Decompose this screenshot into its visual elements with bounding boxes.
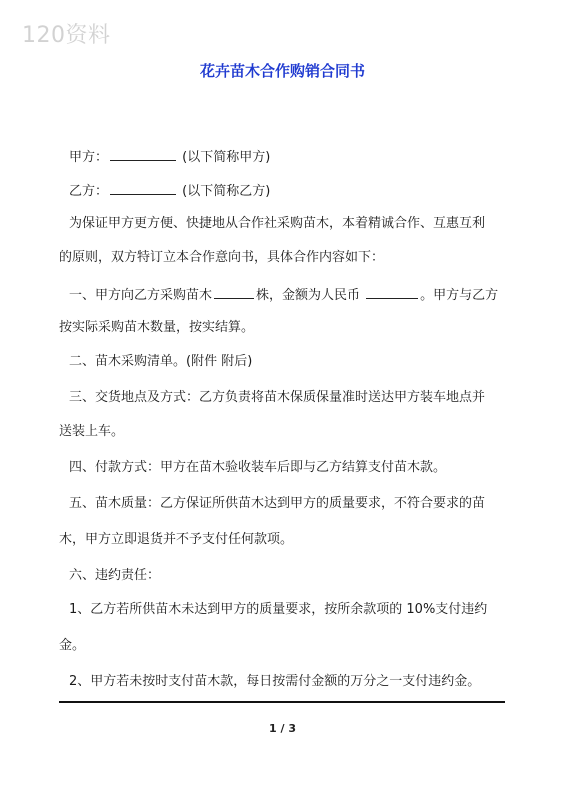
intro-line-1: 为保证甲方更方便、快捷地从合作社采购苗木，本着精诚合作、互惠互利: [69, 216, 486, 231]
clause-6-1-line-1: 1、乙方若所供苗木未达到甲方的质量要求，按所余款项的 10%支付违约: [69, 602, 488, 617]
clause-4: 四、付款方式：甲方在苗木验收装车后即与乙方结算支付苗木款。: [69, 460, 447, 475]
clause-5-line-2: 木，甲方立即退货并不予支付任何款项。: [59, 532, 294, 547]
clause-1-part-b: 株，金额为人民币: [256, 288, 361, 303]
party-a-blank: [110, 146, 176, 161]
party-b-suffix: (以下简称乙方): [182, 184, 271, 199]
amount-blank: [366, 284, 418, 299]
clause-6-heading: 六、违约责任：: [69, 568, 161, 583]
party-a-label: 甲方：: [69, 150, 109, 165]
clause-1-line-1: [69, 284, 498, 306]
clause-6-1-line-2: 金。: [59, 638, 86, 653]
footer-rule: [59, 701, 505, 703]
clause-1-part-c: 。甲方与乙方: [420, 288, 499, 303]
clause-3-line-1: 三、交货地点及方式：乙方负责将苗木保质保量准时送达甲方装车地点并: [69, 390, 486, 405]
document-title: 花卉苗木合作购销合同书: [199, 62, 365, 80]
clause-2: 二、苗木采购清单。(附件 附后): [69, 354, 253, 369]
clause-3-line-2: 送装上车。: [59, 424, 125, 439]
party-b-blank: [110, 180, 176, 195]
clause-6-2: 2、甲方若未按时支付苗木款，每日按需付金额的万分之一支付违约金。: [69, 674, 481, 689]
clause-1-part-a: 一、甲方向乙方采购苗木: [69, 288, 213, 303]
party-b-label: 乙方：: [69, 184, 109, 199]
party-b-line: [69, 180, 270, 202]
party-a-suffix: (以下简称甲方): [182, 150, 271, 165]
clause-1-line-2: 按实际采购苗木数量，按实结算。: [59, 320, 255, 335]
page-number: 1 / 3: [269, 722, 296, 735]
party-a-line: [69, 146, 270, 168]
watermark: 120资料: [22, 23, 111, 48]
intro-line-2: 的原则，双方特订立本合作意向书，具体合作内容如下：: [59, 250, 385, 265]
quantity-blank: [214, 284, 254, 299]
clause-5-line-1: 五、苗木质量：乙方保证所供苗木达到甲方的质量要求，不符合要求的苗: [69, 496, 486, 511]
